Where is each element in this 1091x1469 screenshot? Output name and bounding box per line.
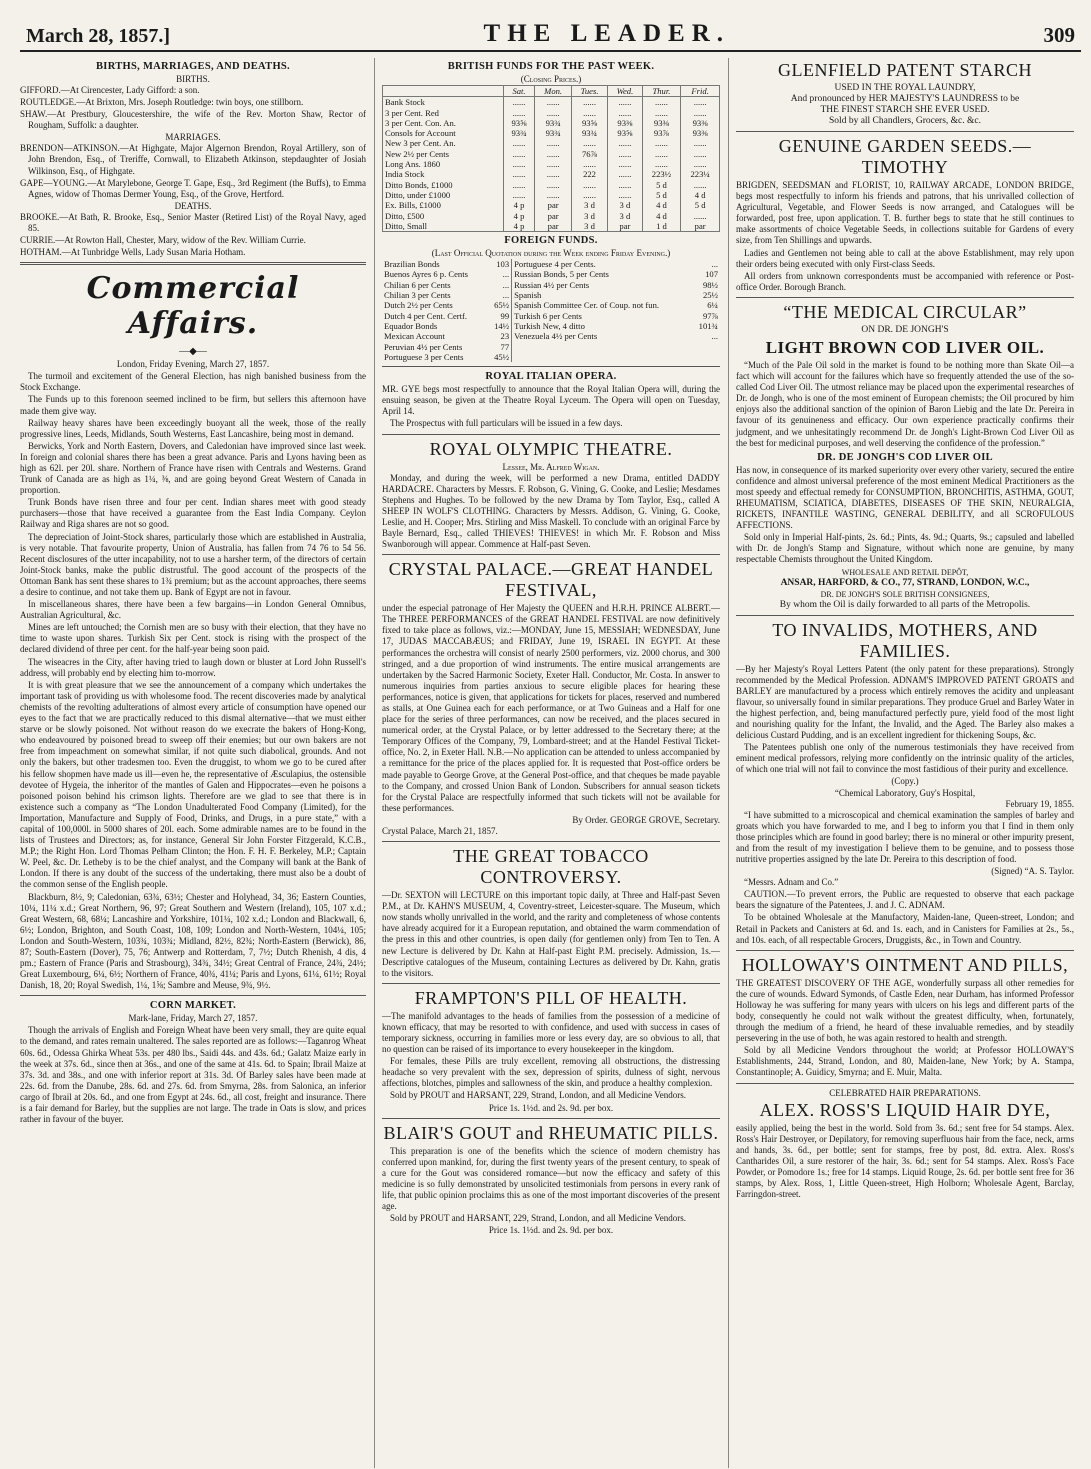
commercial-paragraph: The Funds up to this forenoon seemed inclined to be firm, but sellers this afternoon have made them give way. [20,394,366,416]
foreign-fund-name: Chilian 3 per Cents [384,290,451,301]
funds-price-cell: 3 d [571,211,607,221]
invalids-text: The Patentees publish one only of the numerous testimonials they have received from eminent medical professors, relying more confidently on the intrinsic quality of the articles, of which one trial will not fail to convince the most fastidious of their purity and excellence. [736,742,1074,775]
funds-price-cell: ...... [535,159,571,169]
foreign-fund-name: Portuguese 3 per Cents [384,351,464,362]
foreign-fund-price: 65½ [488,300,512,310]
olympic-text: Monday, and during the week, will be performed a new Drama, entitled DADDY HARDACRE. Characters by Messrs. F. Robson, G. Vining, G. Cooke, and Leslie; Mesdames Stephens and Hughes. To be followed by the new Drama by Tom Taylor, Esq., called A SHEEP IN WOLF'S CLOTHING. Characters by Messrs. Addison, G. Vining, G. Cooke, Leslie, and H. Cooper; Mrs. Stirling and Miss Maskell. To conclude with an original Farce by Bayle Bernard, Esq., called THIEVES! THIEVES! in which Mr. F. Robson and Miss Swanborough will appear. Commence at Half-past Seven. [382,472,720,550]
funds-price-cell: ...... [681,211,720,221]
commercial-paragraph: In miscellaneous shares, there have been a few bargains—in London General Omnibus, Australian Agricultural, &c. [20,599,366,621]
funds-row [383,211,720,221]
foreign-row [382,269,720,279]
divider [736,297,1074,298]
commercial-paragraph: The wiseacres in the City, after having tried to laugh down or bluster at Lord John Russell's address, will probably end by electing him to-morrow. [20,656,366,678]
funds-stock-name: Ex. Bills, £1000 [383,200,504,210]
commercial-paragraph: Railway heavy shares have been exceedingly buoyant all the week, those of the really progressive lines, Leeds, Midlands, South Westerns, East Lancashire, being most in demand. [20,417,366,439]
crystal-palace-heading: CRYSTAL PALACE.—GREAT HANDEL FESTIVAL, [388,559,714,601]
funds-price-cell: 93⅝ [571,118,607,128]
foreign-fund-price: 98½ [702,279,718,290]
funds-stock-name: India Stock [383,169,504,179]
funds-stock-name: Ditto, Small [383,221,504,232]
divider [382,1118,720,1119]
funds-price-cell: ...... [503,159,535,169]
commercial-paragraph: The turmoil and excitement of the General Election, has nigh banished business from the Stock Exchange. [20,371,366,393]
funds-price-cell: ...... [503,108,535,118]
frampton-text: Sold by PROUT and HARSANT, 229, Strand, London, and all Medicine Vendors. [390,1090,686,1101]
medical-circular-text: “Much of the Pale Oil sold in the market is found to be nothing more than Skate Oil—a fact which will account for the failures which have so frequently attended the use of the so-called Cod Liver Oil. The utmost reliance may be placed upon the experimental researches of Dr. de Jongh, who is one of the most eminent of European chemists; the Oil procured by him enjoys also the additional sanction of the opinion of Baron Liebig and the late Dr. Pereira in favour of its genuineness and efficacy. Our own experience practically confirms their judgment, and we unhesitatingly recommend Dr. de Jongh's Light-Brown Cod Liver Oil as the best for medicinal purposes, and well deserving the confidence of the profession.” [736,359,1074,448]
divider [382,366,720,367]
foreign-fund-name: Venezuela 4½ per Cents [514,331,598,342]
foreign-row [382,259,720,269]
holloway-text: THE GREATEST DISCOVERY OF THE AGE, wonderfully surpass all other remedies for the cure of wounds. Edward Symonds, of Castle Eden, near Durham, has informed Professor Holloway he was suffering for many years with ulcers on his legs and different parts of the body, consequently he could not walk without the greatest difficulty, when, fortunately, through the medium of a friend, he heard of these invaluable remedies, and by steadily persevering in the use of both, he was again restored to health and strength. [736,977,1074,1044]
foreign-funds-heading: FOREIGN FUNDS. [504,235,598,247]
commercial-paragraph: Mines are left untouched; the Cornish men are so busy with their election, that they have no time to waste upon shares. Turkish Six per Cent. stock is rising with the prospect of the declared dividend of three per cent. for the half-year being soon paid. [20,622,366,655]
funds-header-cell [383,86,504,97]
marriage-entry: BRENDON—ATKINSON.—At Highgate, Major Algernon Brendon, Royal Artillery, son of John Brendon, Esq., of Treriffe, Cornwall, to Elizabeth Atkinson, stepdaughter of Josiah Wilkinson, Esq., of Highgate. [20,143,366,176]
divider [736,950,1074,951]
foreign-fund-name: Mexican Account [384,331,445,342]
foreign-fund-name: Chilian 6 per Cents [384,279,451,290]
funds-price-cell: 93⅞ [642,128,681,138]
funds-stock-name: New 3 per Cent. An. [383,138,504,148]
funds-price-cell: 223½ [642,169,681,179]
funds-price-cell: 4 d [642,200,681,210]
funds-price-cell: ...... [571,190,607,200]
british-funds-table [382,85,720,232]
funds-price-cell: ...... [571,180,607,190]
foreign-fund-price: ... [488,280,512,290]
funds-price-cell: ...... [681,97,720,108]
funds-price-cell: ...... [608,97,642,108]
olympic-lessee: Lessee, Mr. Alfred Wigan. [502,461,600,472]
funds-price-cell: 4 d [642,211,681,221]
funds-price-cell: ...... [608,159,642,169]
commercial-paragraph: Trunk Bonds have risen three and four per cent. Indian shares meet with good steady purchasers—those that have received a guarantee from the East India Company. Ceylon Railway and Riga shares are not so good. [20,497,366,530]
invalids-text: —By her Majesty's Royal Letters Patent (the only patent for these preparations). Strongly recommended by the Medical Profession. ADNAM'S IMPROVED PATENT GROATS and BARLEY are manufactured by a process which entirely removes the acidity and unpleasant flavour, so universally found in similar preparations. They produce Gruel and Barley Water in the highest perfection, and, being manufactured perfectly pure, yield food of the most light and nourishing quality for the Infant, the Invalid, and the Aged. The Barley also makes a delicious Custard Pudding, and is an excellent ingredient for thickening Soups, &c. [736,663,1074,741]
dejongh-heading: DR. DE JONGH'S COD LIVER OIL [817,451,993,463]
corn-market-heading: CORN MARKET. [149,1000,237,1012]
garden-seeds-heading: GENUINE GARDEN SEEDS.—TIMOTHY [778,136,1032,177]
funds-price-cell: ...... [535,149,571,159]
foreign-row [382,300,720,310]
funds-stock-name: Ditto, under £1000 [383,190,504,200]
foreign-fund-price: 25½ [702,290,718,301]
funds-price-cell: ...... [535,97,571,108]
foreign-fund-price: 97⅞ [702,310,718,321]
funds-row [383,190,720,200]
commercial-affairs-heading: Commercial Affairs. [86,271,300,342]
marriages-heading: MARRIAGES. [165,132,221,143]
funds-price-cell: ...... [571,138,607,148]
garden-seeds-text: Ladies and Gentlemen not being able to call at the above Establishment, may rely upon their orders being executed with only First-class Seeds. [736,247,1074,269]
funds-price-cell: ...... [608,180,642,190]
divider [736,131,1074,132]
column-1 [20,58,366,1468]
funds-price-cell: 93⅜ [681,118,720,128]
funds-price-cell: ...... [535,190,571,200]
foreign-fund-name: Peruvian 4½ per Cents [384,341,463,352]
blair-text: Sold by PROUT and HARSANT, 229, Strand, London, and all Medicine Vendors. [390,1213,686,1224]
column-2 [374,58,720,1468]
divider [382,434,720,435]
foreign-fund-name: Turkish 6 per Cents [514,310,582,321]
funds-price-cell: 4 p [503,200,535,210]
divider [736,615,1074,616]
funds-price-cell: ...... [608,108,642,118]
invalids-text: To be obtained Wholesale at the Manufactory, Maiden-lane, Queen-street, London; and Retail in Packets and Canisters at 6d. and 1s. each, and in Canisters for Families at 2s., 5s., and 10s. each, of all respectable Grocers, Druggists, &c., in Town and Country. [736,912,1074,945]
divider [382,841,720,842]
funds-header-cell: Tues. [571,86,607,97]
foreign-fund-name: Buenos Ayres 6 p. Cents [384,269,468,280]
funds-row [383,221,720,232]
funds-price-cell: ...... [642,138,681,148]
foreign-row [382,342,720,352]
funds-price-cell: ...... [503,149,535,159]
british-funds-heading: BRITISH FUNDS FOR THE PAST WEEK. [447,61,655,72]
funds-price-cell: ...... [681,108,720,118]
foreign-row [382,321,720,331]
births-heading: BIRTHS. [176,74,210,84]
frampton-price: Price 1s. 1½d. and 2s. 9d. per box. [488,1102,614,1113]
funds-header-cell: Sat. [503,86,535,97]
funds-price-cell: 93⅜ [608,118,642,128]
funds-price-cell: ...... [535,180,571,190]
foreign-fund-name: Russian Bonds, 5 per Cents [514,269,609,280]
funds-price-cell: ...... [681,159,720,169]
share-prices-paragraph: Blackburn, 8½, 9; Caledonian, 63¾, 63½; Chester and Holyhead, 34, 36; Eastern Counties, 10¼, 11¼ x.d.; Great Northern, 96, 97; Great Southern and Western (Ireland), 105, 107 x.d.; Great Western, 68, 68¼; Lancashire and Yorkshire, 101¼, 102 x.d.; London and Blackwall, 6, 6½; London, Brighton, and South Coast, 108, 109; London and North-Western, 104¼, 105; London and South-Western, 103¾, 103¾; Midland, 82½, 82¾; North-Eastern (Berwick), 86, 87; South-Eastern (Dover), 75, 76; Antwerp and Rotterdam, 7, 7½; Dutch Rhenish, 4 dis, 4 pm.; Eastern of France (Paris and Strasbourg), 34¾, 34½; Great Central of France, 24¾, 24½; Great Luxembourg, 6¼, 6½; Northern of France, 40¾, 41¼; Paris and Lyons, 61¼, 61½; Royal Danish, 18, 20; Royal Swedish, 1¼, 1⅝; Sambre and Meuse, 9¾, 9½. [20,891,366,991]
foreign-fund-price [692,342,720,352]
commercial-paragraph: The depreciation of Joint-Stock shares, particularly those which are established in Australia, is very notable. That favourite property, Union of Australia, has fallen from 74 76 to 54 56. Recent disclosures of the utter incapability, not to use a harsher term, of the directors of certain Joint-Stock banks, make the public distrustful. The good account of the prospects of the Ottoman Bank has sent these shares to 1¾ premium; but as the account approaches, there seems a desire to continue, and not take them up. Bank of Egypt are not in favour. [20,531,366,597]
funds-row [383,118,720,128]
cod-liver-oil-heading: LIGHT BROWN COD LIVER OIL. [765,337,1045,357]
deaths-heading: DEATHS. [174,200,212,211]
bmd-heading: BIRTHS, MARRIAGES, AND DEATHS. [96,61,290,72]
ornament-icon: —◆— [179,346,207,358]
glenfield-heading: GLENFIELD PATENT STARCH [777,60,1033,80]
funds-price-cell: ...... [608,190,642,200]
frampton-heading: FRAMPTON'S PILL OF HEALTH. [414,987,688,1008]
funds-price-cell: ...... [681,149,720,159]
marriage-entry: GAPE—YOUNG.—At Marylebone, George T. Gape, Esq., 3rd Regiment (the Buffs), to Emma Agnes, widow of Thomas Dermer Young, Esq., of the Grove, Hertford. [20,177,366,199]
funds-row [383,149,720,159]
funds-price-cell: 93⅝ [608,128,642,138]
commercial-dateline: London, Friday Evening, March 27, 1857. [116,359,270,370]
foreign-row [382,311,720,321]
death-entry: HOTHAM.—At Tunbridge Wells, Lady Susan Maria Hotham. [20,247,246,258]
foreign-row [382,280,720,290]
funds-price-cell: ...... [571,159,607,169]
funds-price-cell: par [535,211,571,221]
foreign-fund-price: 6¼ [707,300,718,311]
dejongh-consignees: DR. DE JONGH'S SOLE BRITISH CONSIGNEES, [820,589,990,599]
foreign-fund-name: Equador Bonds [384,320,438,331]
funds-price-cell: par [535,200,571,210]
foreign-fund-price: 107 [705,269,718,280]
funds-price-cell: 4 p [503,221,535,232]
olympic-heading: ROYAL OLYMPIC THEATRE. [429,438,673,459]
funds-stock-name: Bank Stock [383,97,504,108]
foreign-fund-price: ... [711,259,718,270]
invalids-signature: (Signed) “A. S. Taylor. [991,866,1074,877]
funds-price-cell: ...... [535,138,571,148]
divider [382,983,720,984]
glenfield-line: And pronounced by HER MAJESTY'S LAUNDRESS to be [790,94,1020,104]
foreign-fund-price: 77 [488,342,512,352]
masthead [20,6,1081,52]
invalids-addressee: “Messrs. Adnam and Co.” [744,877,839,888]
funds-price-cell: ...... [608,138,642,148]
birth-entry: ROUTLEDGE.—At Brixton, Mrs. Joseph Routledge: twin boys, one stillborn. [20,97,304,108]
funds-stock-name: Consols for Account [383,128,504,138]
garden-seeds-text: BRIGDEN, SEEDSMAN and FLORIST, 10, RAILWAY ARCADE, LONDON BRIDGE, begs most respectfully to inform his friends and patrons, that his unrivalled collection of Agricultural, Vegetable, and Flower Seeds is now arranged, and Catalogues will be forwarded, post free, upon application. T. B. further begs to state that he still continues to make assortments of choice Vegetable Seeds, in collections suitable for Gardens of every size, from Ten Shillings and upwards. [736,180,1074,246]
funds-price-cell: ...... [642,159,681,169]
funds-stock-name: Long Ans. 1860 [383,159,504,169]
funds-price-cell: 93⅜ [681,128,720,138]
birth-entry: GIFFORD.—At Cirencester, Lady Gifford: a son. [20,85,200,95]
funds-header-cell: Thur. [642,86,681,97]
funds-header-cell: Frid. [681,86,720,97]
ross-text: easily applied, being the best in the world. Sold from 3s. 6d.; sent free for 54 stamps. Alex. Ross's Hair Destroyer, or Depilatory, for removing superfluous hair from the face, neck, arms and hands, 3s. 6d., per bottle; sent for stamps, free by post, 8d. extra. Alex. Ross's Cantharides Oil, a sure restorer of the hair, 3s. 6d.; sent for 54 stamps. Alex. Ross's Face Powder, or Pomodore 1s.; free for 14 stamps. Liquid Rouge, 2s. 6d. per bottle sent free for 36 stamps, by Alex. Ross, 1, Little Queen-street, High Holborn; Wholesale Agent, Barclay, Farringdon-street. [736,1122,1074,1200]
foreign-fund-name: Russian 4½ per Cents [514,279,590,290]
columns [20,58,1081,1468]
funds-price-cell: ...... [642,149,681,159]
funds-price-cell: 3 d [571,221,607,232]
holloway-heading: HOLLOWAY'S OINTMENT AND PILLS, [741,954,1069,975]
funds-price-cell: ...... [608,149,642,159]
funds-price-cell: 93¾ [571,128,607,138]
blair-price: Price 1s. 1½d. and 2s. 9d. per box. [488,1225,614,1236]
funds-price-cell: ...... [681,180,720,190]
foreign-fund-name: Dutch 2½ per Cents [384,300,453,311]
funds-price-cell: ...... [571,108,607,118]
tobacco-heading: THE GREAT TOBACCO CONTROVERSY. [453,846,649,888]
funds-stock-name: 3 per Cent. Red [383,108,504,118]
funds-price-cell: ...... [503,97,535,108]
page-number: 309 [1043,23,1075,47]
foreign-row [382,352,720,362]
funds-price-cell: 222 [571,169,607,179]
crystal-palace-signature: By Order. GEORGE GROVE, Secretary. [572,814,720,825]
glenfield-line: USED IN THE ROYAL LAUNDRY, [834,83,976,93]
newspaper-title: THE LEADER. [483,20,731,47]
funds-price-cell: 93¾ [503,128,535,138]
foreign-row [382,331,720,341]
foreign-funds-table [382,259,720,362]
dejongh-address: ANSAR, HARFORD, & CO., 77, STRAND, LONDON, W.C., [780,577,1030,588]
dejongh-forward: By whom the Oil is daily forwarded to all parts of the Metropolis. [779,599,1031,610]
birth-entry: SHAW.—At Prestbury, Gloucestershire, the wife of the Rev. Morton Shaw, Rector of Rougham, Suffolk: a daughter. [20,109,366,131]
funds-price-cell: 3 d [608,200,642,210]
foreign-fund-price: 23 [488,331,512,341]
issue-date: March 28, 1857.] [26,25,171,47]
funds-row [383,200,720,210]
medical-circular-heading: “THE MEDICAL CIRCULAR” [783,301,1027,322]
british-funds-subheading: (Closing Prices.) [520,74,582,84]
foreign-fund-price: 101¾ [698,320,718,331]
funds-price-cell: ...... [503,180,535,190]
funds-price-cell: 4 d [681,190,720,200]
opera-text: MR. GYE begs most respectfully to announce that the Royal Italian Opera will, during the ensuing season, be given at the Theatre Royal Lyceum. The Opera will open on Tuesday, April 14. [382,384,720,417]
invalids-date: February 19, 1855. [1005,798,1074,809]
divider [382,554,720,555]
funds-price-cell: 5 d [642,180,681,190]
funds-row [383,128,720,138]
foreign-fund-price: 99 [488,311,512,321]
funds-row [383,108,720,118]
funds-price-cell: 5 d [681,200,720,210]
dejongh-depot: WHOLESALE AND RETAIL DEPÔT, [841,567,969,577]
foreign-fund-price: ... [711,331,718,342]
corn-market-text: Though the arrivals of English and Foreign Wheat have been very small, they are quite equal to the demand, and rates remain unaltered. The sales reported are as follows:—Taganrog Wheat 60s. 6d., Odessa Ghirka Wheat 53s. per 480 lbs., Saidi 44s. and 43s. 6d.; Galatz Maize early in the week at 37s. 6d., since then at 36s., and one of the same at 41s. 6d. to Spain; Ibrail Maize at 37s. 3d. and 38s., and one with inferior report at 31s. 3d. Of Barley sales have been made at 22s. 6d. from the Danube, 28s. 6d. and 27s. 6d. from Smyrna, 28s. from Salonica, an inferior cargo of Ibrail at 20s. 6d., and one from Egypt at 24s. 6d., all cost, freight and insurance. There is a fair demand for Barley, but the supplies are not large. The trade in Oats is slow, and prices rather in favour of the buyer. [20,1025,366,1125]
foreign-fund-price: 14½ [488,321,512,331]
funds-price-cell: 3 d [608,211,642,221]
hair-heading: CELEBRATED HAIR PREPARATIONS. [829,1087,981,1098]
funds-stock-name: Ditto Bonds, £1000 [383,180,504,190]
invalids-heading: TO INVALIDS, MOTHERS, AND FAMILIES. [772,619,1038,661]
blair-text: This preparation is one of the benefits which the science of modern chemistry has conferred upon mankind, for, during the first twenty years of the present century, to speak of a cure for the Gout was considered romance—but now the efficacy and safety of this medicine is so fully demonstrated by unsolicited testimonials from persons in every rank of life, that public opinion proclaims this as one of the most important discoveries of the present age. [382,1145,720,1212]
funds-price-cell: par [608,221,642,232]
glenfield-line: THE FINEST STARCH SHE EVER USED. [820,105,990,115]
funds-price-cell: ...... [681,138,720,148]
foreign-fund-price: ... [488,290,512,300]
frampton-text: For females, these Pills are truly excellent, removing all obstructions, the distressing headache so very prevalent with the sex, depression of spirits, dulness of sight, nervous affections, blotches, pimples and sallowness of the skin, and produce a healthy complexion. [382,1056,720,1089]
blair-heading: BLAIR'S GOUT and RHEUMATIC PILLS. [383,1122,719,1143]
funds-price-cell: 5 d [642,190,681,200]
corn-dateline: Mark-lane, Friday, March 27, 1857. [128,1013,258,1024]
funds-price-cell: 93⅝ [503,118,535,128]
funds-row [383,159,720,169]
funds-row [383,138,720,148]
divider [20,262,366,265]
funds-price-cell: 3 d [571,200,607,210]
funds-price-cell: ...... [642,97,681,108]
foreign-fund-price: 103 [488,259,512,269]
funds-header-cell: Wed. [608,86,642,97]
foreign-fund-name: Spanish Committee Cer. of Coup. not fun. [514,300,660,311]
invalids-copy: (Copy.) [891,776,919,787]
opera-heading: ROYAL ITALIAN OPERA. [485,371,617,383]
funds-price-cell: 1 d [642,221,681,232]
foreign-fund-price [692,352,720,362]
funds-price-cell: 223¼ [681,169,720,179]
funds-stock-name: New 2½ per Cents [383,149,504,159]
crystal-palace-text: under the especial patronage of Her Majesty the QUEEN and H.R.H. PRINCE ALBERT.—The THREE PERFORMANCES of the GREAT HANDEL FESTIVAL are now definitively fixed to take place as follows, viz.:—MONDAY, June 15, MESSIAH; WEDNESDAY, June 17, JUDAS MACCABÆUS; and FRIDAY, June 19, ISRAEL IN EGYPT. At these performances the orchestra will consist of nearly 2500 performers, viz. 2000 chorus, and 300 stringed, and a due proportion of wind instruments. The entire musical arrangements are undertaken by the Sacred Harmonic Society, Exeter Hall. Conductor, Mr. Costa. In answer to numerous inquiries from parties anxious to secure eligible places for hearing these performances, notice is given, that applications for tickets for places, reserved and numbered as stalls, at One Guinea each for each performance, or at Two Guineas and a Half for one place for the series of three performances, can now be received, and the places secured in numerical order, at the Crystal Palace, or by letter addressed to the Secretary there; at the Temporary Offices of the Company, 79, Lombard-street; and at the Handel Festival Ticket-office, No. 2, in Exeter Hall. N.B.—No application can be attended to unless accompanied by a remittance for the price of the places applied for. It is requested that Post-office orders be made payable to George Grove, at the General Post-office, and that cheques be made payable to the Company, and crossed Union Bank of London. Subscribers for annual season tickets for the Crystal Palace are respectfully informed that such tickets will not be available for these performances. [382,603,720,813]
tobacco-text: —Dr. SEXTON will LECTURE on this important topic daily, at Three and Half-past Seven P.M., at Dr. KAHN'S MUSEUM, 4, Coventry-street, Leicester-square. The Museum, which now stands wholly unrivalled in the world, and the rarity and completeness of whose contents have already acquired for it a European reputation, and obtained the warm commendation of the press in this and other countries, is open daily (for gentlemen only) from Ten to Ten. A new Lecture is delivered by Dr. Kahn at Half-past Eight P.M. precisely. Admission, 1s.—Descriptive catalogues of the Museum, containing Lectures as delivered by Dr. Kahn, gratis to the visitors. [382,890,720,978]
death-entry: BROOKE.—At Bath, R. Brooke, Esq., Senior Master (Retired List) of the Royal Navy, aged 85. [20,211,366,233]
funds-price-cell: ...... [503,169,535,179]
foreign-row [382,290,720,300]
funds-row [383,180,720,190]
foreign-fund-price: 45½ [488,352,512,362]
holloway-text: Sold by all Medicine Vendors throughout the world; at Professor HOLLOWAY'S Establishments, 244, Strand, London, and 80, Maiden-lane, New York; by A. Stampa, Constantinople; A. Guidicy, Smyrna; and E. Muir, Malta. [736,1045,1074,1078]
foreign-fund-name: Brazilian Bonds [384,259,440,270]
garden-seeds-text: All orders from unknown correspondents must be accompanied with reference or Post-office Order. Borough Branch. [736,270,1074,292]
dejongh-text: Sold only in Imperial Half-pints, 2s. 6d.; Pints, 4s. 9d.; Quarts, 9s.; capsuled and labelled with Dr. de Jongh's Stamp and Signature, without which none are genuine, by many respectable Chemists throughout the United Kingdom. [736,532,1074,565]
crystal-palace-date: Crystal Palace, March 21, 1857. [382,825,498,836]
foreign-fund-name: Portuguese 4 per Cents. [514,259,596,270]
foreign-fund-name: Dutch 4 per Cent. Certf. [384,310,468,321]
funds-row [383,169,720,179]
glenfield-line: Sold by all Chandlers, Grocers, &c. &c. [829,116,981,126]
foreign-fund-name [512,342,692,352]
funds-price-cell: par [681,221,720,232]
foreign-fund-name: Spanish [514,290,542,301]
death-entry: CURRIE.—At Rowton Hall, Chester, Mary, widow of the Rev. William Currie. [20,235,306,246]
funds-price-cell: ...... [571,97,607,108]
foreign-funds-subheading: (Last Official Quotation during the Week ending Friday Evening.) [431,248,671,259]
funds-price-cell: 4 p [503,211,535,221]
opera-text: The Prospectus with full particulars will be issued in a few days. [390,418,623,429]
invalids-lab: “Chemical Laboratory, Guy's Hospital, [834,787,976,798]
funds-price-cell: 93⅜ [642,118,681,128]
funds-stock-name: Ditto, £500 [383,211,504,221]
divider [20,995,366,996]
funds-row [383,97,720,108]
column-3 [728,58,1074,1468]
funds-price-cell: ...... [608,169,642,179]
foreign-fund-name [512,352,692,362]
funds-stock-name: 3 per Cent. Con. An. [383,118,504,128]
divider [736,1083,1074,1084]
funds-price-cell: ...... [642,108,681,118]
funds-price-cell: ...... [535,108,571,118]
funds-price-cell: 76⅞ [571,149,607,159]
funds-price-cell: ...... [535,169,571,179]
foreign-fund-name: Turkish New, 4 ditto [514,320,585,331]
medical-circular-sub: ON DR. DE JONGH'S [861,324,949,335]
funds-price-cell: 93¾ [535,118,571,128]
funds-price-cell: ...... [503,190,535,200]
funds-price-cell: 93¾ [535,128,571,138]
foreign-fund-price: ... [488,269,512,279]
funds-header-cell: Mon. [535,86,571,97]
ross-heading: ALEX. ROSS'S LIQUID HAIR DYE, [759,1099,1051,1120]
funds-price-cell: ...... [503,138,535,148]
funds-price-cell: par [535,221,571,232]
commercial-paragraph: It is with great pleasure that we see the announcement of a company which undertakes the important task of providing us with wholesome food. The recent discoveries made by analytical chemists of the revolting adulterations of almost every article of consumption have opened our eyes to the fact that we are practically reduced to this dismal alternative—that we must either starve or be slowly poisoned. Not without reason do we execrate the bakers of Hong-Kong, who endeavoured by poisoned bread to sweep off their enemies; but our own bakers are not free from impeachment on somewhat similar, if not quite such diabolical, grounds. And not only the bakers, but other tradesmen too. Even the druggist, to whom we go to be cured after his fellow shopmen have made us ill—even he, the representative of Æsculapius, the ostensible devotee of Hygeia, the inheritor of the mantles of Galen and Hippocrates—even he poisons a poisoned poison behind his crimson lights. Therefore are we glad to see that there is in existence such a company as “The London Unadulterated Food Company (Limited), for the Importation, Manufacture and Supply of Food, Drinks, and Drugs, in a pure state,” with a capital of 100,000l. in 5000 shares of 20l. each. Some admirable names are to be found in the lists of Trustees and Directors; as, for instance, General Sir John Forster Fitzgerald, K.C.B., M.P.; the Right Hon. Lord Thomas Pelham Clinton; the Hon. F. H. F. Berkeley, M.P.; Captain W. Peel, &c. Dr. Letheby is to be the chief analyst, and the Company will bank at the Bank of London. If there is any doubt of the success of the undertaking, there must also be a doubt of the common sense of the English people. [20,679,366,890]
commercial-paragraph: Berwicks, York and North Eastern, Dovers, and Caledonian have improved since last week. In foreign and colonial shares there has been a great advance. Paris and Lyons having been as high as 62l. per 20l. share. Northern of France have risen with Centrals and Westerns. Grand Trunk of Canada are as high as 1¼, ⅜, and are going beyond Great Western of Canada in proportion. [20,440,366,496]
dejongh-text: Has now, in consequence of its marked superiority over every other variety, secured the entire confidence and almost universal preference of the most eminent Medical Practitioners as the most speedy and effectual remedy for CONSUMPTION, BRONCHITIS, ASTHMA, GOUT, RHEUMATISM, SCIATICA, DIABETES, DISEASES OF THE SKIN, NEURALGIA, RICKETS, INFANTILE WASTING, GENERAL DEBILITY, and all SCROFULOUS AFFECTIONS. [736,464,1074,531]
invalids-caution: CAUTION.—To prevent errors, the Public are requested to observe that each package bears the signature of the Patentees, J. and J. C. ADNAM. [736,889,1074,911]
invalids-letter: “I have submitted to a microscopical and chemical examination the samples of barley and groats which you have forwarded to me, and I beg to inform you that I find in them only those principles which are found in good barley; there is no mineral or other impurity present, and from the result of my investigation I believe them to be genuine, and to possess those nutritive properties assigned by the late Dr. Pereira to this description of food. [736,809,1074,865]
frampton-text: —The manifold advantages to the heads of families from the possession of a medicine of known efficacy, that may be resorted to with confidence, and used with success in cases of temporary sickness, occurring in families more or less every day, are so obvious to all, that no question can be raised of its importance to every housekeeper in the kingdom. [382,1010,720,1055]
